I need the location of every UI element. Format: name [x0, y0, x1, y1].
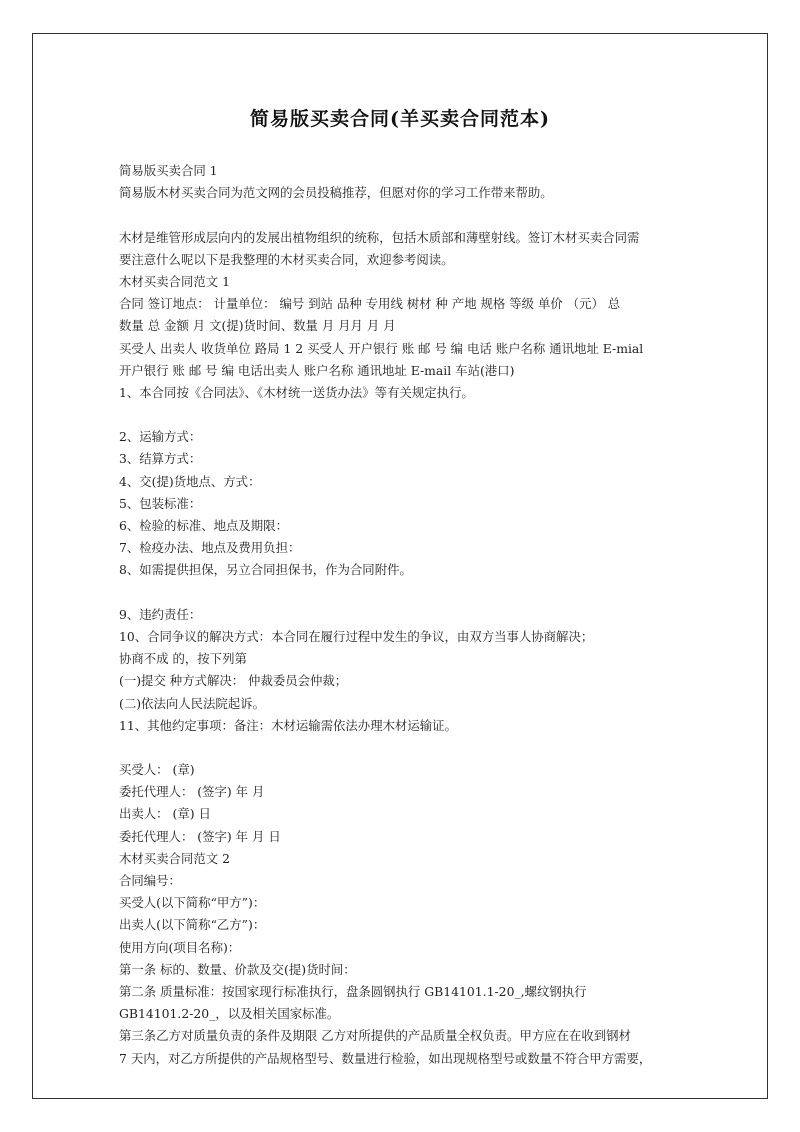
body-line: 第二条 质量标准：按国家现行标准执行，盘条圆钢执行 GB14101.1-20_,螺纹钢执行	[119, 983, 587, 999]
body-line: 简易版买卖合同 1	[119, 163, 218, 178]
body-line	[119, 737, 684, 759]
body-line	[119, 582, 684, 604]
body-line: 7 天内，对乙方所提供的产品规格型号、数量进行检验，如出现规格型号或数量不符合甲方需要，	[119, 1050, 652, 1066]
body-line: 8、如需提供担保，另立合同担保书，作为合同附件。	[119, 562, 412, 578]
document-body	[119, 160, 684, 1070]
body-line: 买受人(以下简称“甲方”)：	[119, 895, 266, 911]
body-line: 11、其他约定事项：备注：木材运输需依法办理木材运输证。	[119, 717, 457, 733]
body-line: 1、本合同按《合同法》、《木材统一送货办法》等有关规定执行。	[119, 384, 474, 400]
body-line: 协商不成 的，按下列第	[119, 651, 247, 667]
body-line: 木材买卖合同范文 2	[119, 850, 230, 866]
body-line: 6、检验的标准、地点及期限：	[119, 518, 288, 533]
body-line: 10、合同争议的解决方式：本合同在履行过程中发生的争议，由双方当事人协商解决；	[119, 628, 594, 644]
body-line: 5、包装标准：	[119, 495, 202, 511]
body-line	[119, 204, 684, 226]
body-line: 4、交(提)货地点、方式：	[119, 473, 261, 489]
body-line	[119, 404, 684, 426]
body-line: 简易版木材买卖合同为范文网的会员投稿推荐，但愿对你的学习工作带来帮助。	[119, 185, 553, 201]
body-line: 要注意什么呢以下是我整理的木材买卖合同，欢迎参考阅读。	[119, 251, 454, 267]
body-line: 第三条乙方对质量负责的条件及期限 乙方对所提供的产品质量全权负责。甲方应在在收到钢材	[119, 1028, 631, 1044]
body-line: GB14101.2-20_，以及相关国家标准。	[119, 1006, 340, 1022]
body-line: 出卖人： (章) 日	[119, 806, 211, 822]
body-line: 买受人： (章)	[119, 762, 195, 778]
body-line: (二)依法向人民法院起诉。	[119, 695, 265, 711]
body-line: 9、违约责任：	[119, 606, 202, 622]
body-line: 开户银行 账 邮 号 编 电话出卖人 账户名称 通讯地址 E-mail 车站(港口)	[119, 362, 515, 378]
body-line: 7、检疫办法、地点及费用负担：	[119, 540, 301, 556]
body-line: 委托代理人： (签字) 年 月 日	[119, 828, 281, 844]
body-line: 木材是维管形成层向内的发展出植物组织的统称，包括木质部和薄壁射线。签订木材买卖合同需	[119, 229, 640, 245]
body-line: 使用方向(项目名称)：	[119, 939, 241, 955]
body-line: 合同编号：	[119, 873, 181, 888]
body-line: 2、运输方式：	[119, 429, 202, 445]
body-line: 买受人 出卖人 收货单位 路局 1 2 买受人 开户银行 账 邮 号 编 电话 账户名称 通讯地址 E-mial	[119, 340, 644, 356]
body-line: 委托代理人： (签字) 年 月	[119, 784, 265, 800]
body-line: 木材买卖合同范文 1	[119, 273, 230, 289]
body-line: 出卖人(以下简称“乙方”)：	[119, 917, 266, 933]
body-line: (一)提交 种方式解决： 仲裁委员会仲裁；	[119, 673, 348, 689]
document-title: 简易版买卖合同(羊买卖合同范本)	[250, 108, 550, 130]
body-line: 第一条 标的、数量、价款及交(提)货时间：	[119, 961, 356, 977]
body-line: 合同 签订地点： 计量单位： 编号 到站 品种 专用线 树材 种 产地 规格 等级 单价 （元） 总	[119, 296, 621, 312]
body-line: 数量 总 金额 月 文(提)货时间、数量 月 月月 月 月	[119, 318, 396, 334]
body-line: 3、结算方式：	[119, 451, 202, 467]
